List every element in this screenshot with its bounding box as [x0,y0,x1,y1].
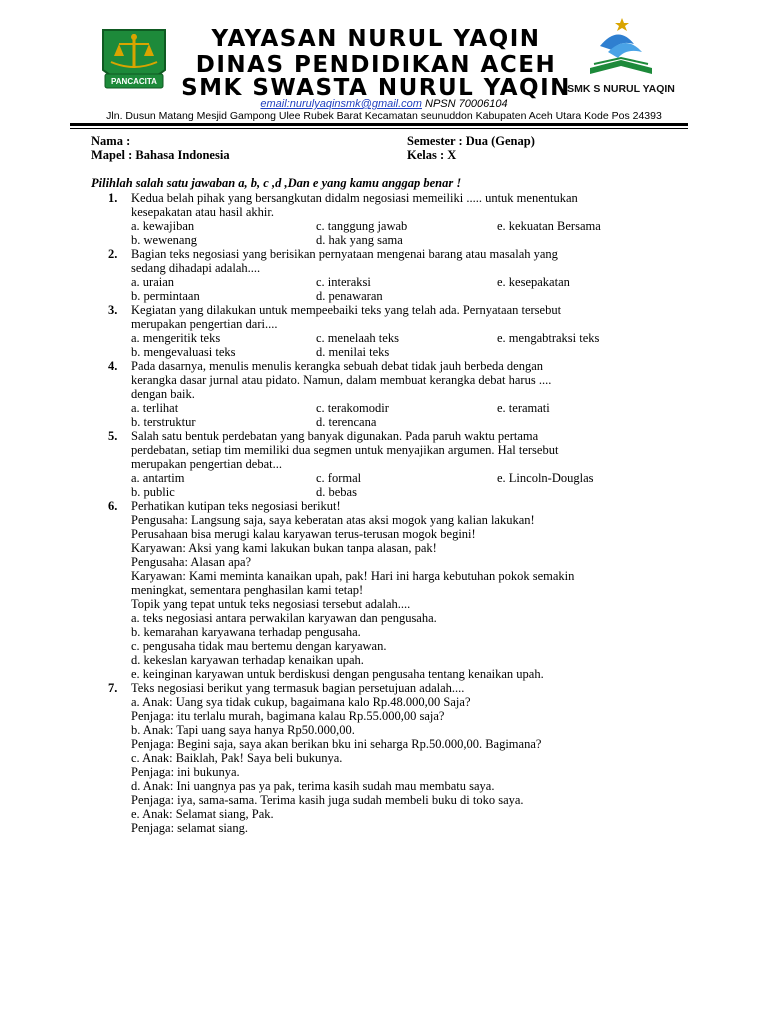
instruction-text: Pilihlah salah satu jawaban a, b, c ,d ,Dan e yang kamu anggap benar ! [91,176,462,190]
answer-option[interactable]: d. kekeslan karyawan terhadap kenaikan upah. [131,653,364,667]
question-stem-line: Bagian teks negosiasi yang berisikan pernyataan mengenai barang atau masalah yang [131,247,558,261]
answer-option[interactable]: c. formal [316,471,362,485]
question-stem-line: dengan baik. [131,387,195,401]
answer-option[interactable]: b. public [131,485,175,499]
answer-option[interactable]: a. Anak: Uang sya tidak cukup, bagaimana kalo Rp.48.000,00 Saja? [131,695,471,709]
question-number: 5. [108,429,118,443]
answer-option[interactable]: a. kewajiban [131,219,195,233]
answer-option[interactable]: c. Anak: Baiklah, Pak! Saya beli bukunya. [131,751,343,765]
answer-option[interactable]: e. kesepakatan [497,275,570,289]
answer-option[interactable]: d. bebas [316,485,357,499]
dialogue-line: Penjaga: Begini saja, saya akan berikan bku ini seharga Rp.50.000,00. Bagimana? [131,737,542,751]
question-number: 2. [108,247,118,261]
question-stem-line: Pada dasarnya, menulis menulis kerangka sebuah debat tidak jauh berbeda dengan [131,359,544,373]
answer-option[interactable]: c. tanggung jawab [316,219,408,233]
question-number: 1. [108,191,118,205]
question-stem-line: Kegiatan yang dilakukan untuk mempeebaiki teks yang telah ada. Pernyataan tersebut [131,303,562,317]
class-label: Kelas : X [407,148,457,162]
email-link[interactable]: email:nurulyaqinsmk@gmail.com [260,98,422,110]
question-number: 4. [108,359,118,373]
answer-option[interactable]: b. Anak: Tapi uang saya hanya Rp50.000,00. [131,723,355,737]
header-school: SMK SWASTA NURUL YAQIN [181,75,571,101]
answer-option[interactable]: a. mengeritik teks [131,331,221,345]
header-divider-thick [70,123,688,126]
answer-option[interactable]: c. terakomodir [316,401,389,415]
answer-option[interactable]: a. antartim [131,471,185,485]
address-line: Jln. Dusun Matang Mesjid Gampong Ulee Rubek Barat Kecamatan seunuddon Kabupaten Aceh Utara Kode Pos 24393 [106,110,662,122]
question-line: Perhatikan kutipan teks negosiasi berikut! [131,499,341,513]
dialogue-line: Penjaga: ini bukunya. [131,765,240,779]
question-stem-line: sedang dihadapi adalah.... [131,261,261,275]
name-field-label: Nama : [91,134,131,148]
question-stem-line: merupakan pengertian debat... [131,457,282,471]
answer-option[interactable]: c. pengusaha tidak mau bertemu dengan karyawan. [131,639,387,653]
header-divider-thin [70,128,688,129]
answer-option[interactable]: c. interaksi [316,275,371,289]
subject-label: Mapel : Bahasa Indonesia [91,148,230,162]
dialogue-line: Karyawan: Aksi yang kami lakukan bukan tanpa alasan, pak! [131,541,437,555]
answer-option[interactable]: e. Lincoln-Douglas [497,471,594,485]
answer-option[interactable]: e. teramati [497,401,550,415]
answer-option[interactable]: e. mengabtraksi teks [497,331,600,345]
question-stem-line: Kedua belah pihak yang bersangkutan didalm negosiasi memeiliki ..... untuk menentukan [131,191,578,205]
answer-option[interactable]: e. keinginan karyawan untuk berdiskusi dengan pengusaha tentang kenaikan upah. [131,667,544,681]
answer-option[interactable]: d. penawaran [316,289,383,303]
question-number: 3. [108,303,118,317]
dialogue-line: Pengusaha: Langsung saja, saya keberatan atas aksi mogok yang kalian lakukan! [131,513,535,527]
answer-option[interactable]: a. uraian [131,275,175,289]
dialogue-line: Pengusaha: Alasan apa? [131,555,252,569]
question-stem-line: Salah satu bentuk perdebatan yang banyak digunakan. Pada paruh waktu pertama [131,429,539,443]
semester-label: Semester : Dua (Genap) [407,134,535,148]
answer-option[interactable]: b. terstruktur [131,415,196,429]
answer-option[interactable]: b. wewenang [131,233,197,247]
dialogue-line: Perusahaan bisa merugi kalau karyawan terus-terusan mogok begini! [131,527,476,541]
question-number: 7. [108,681,118,695]
pancacita-text: PANCACITA [111,77,157,86]
answer-option[interactable]: b. mengevaluasi teks [131,345,236,359]
answer-option[interactable]: d. menilai teks [316,345,390,359]
dialogue-line: Karyawan: Kami meminta kanaikan upah, pak! Hari ini harga kebutuhan pokok semakin [131,569,575,583]
answer-option[interactable]: e. kekuatan Bersama [497,219,601,233]
question-stem-line: kerangka dasar jurnal atau pidato. Namun, dalam membuat kerangka debat harus .... [131,373,552,387]
question-line: Topik yang tepat untuk teks negosiasi tersebut adalah.... [131,597,411,611]
question-number: 6. [108,499,118,513]
header-department: DINAS PENDIDIKAN ACEH [195,52,557,78]
answer-option[interactable]: e. Anak: Selamat siang, Pak. [131,807,274,821]
answer-option[interactable]: b. kemarahan karyawana terhadap pengusaha. [131,625,361,639]
answer-option[interactable]: b. permintaan [131,289,200,303]
question-stem-line: merupakan pengertian dari.... [131,317,278,331]
question-stem-line: perdebatan, setiap tim memiliki dua segmen untuk menyajikan argumen. Hal tersebut [131,443,559,457]
answer-option[interactable]: d. terencana [316,415,377,429]
answer-option[interactable]: a. terlihat [131,401,179,415]
dialogue-line: Penjaga: iya, sama-sama. Terima kasih juga sudah membeli buku di toko saya. [131,793,524,807]
dialogue-line: Penjaga: selamat siang. [131,821,248,835]
answer-option[interactable]: d. hak yang sama [316,233,403,247]
npsn-text: NPSN 70006104 [425,98,508,110]
answer-option[interactable]: a. teks negosiasi antara perwakilan karyawan dan pengusaha. [131,611,437,625]
question-stem-line: kesepakatan atau hasil akhir. [131,205,274,219]
answer-option[interactable]: c. menelaah teks [316,331,399,345]
dialogue-line: Penjaga: itu terlalu murah, bagimana kalau Rp.55.000,00 saja? [131,709,445,723]
dialogue-line: meningkat, sementara penghasilan kami tetap! [131,583,364,597]
answer-option[interactable]: d. Anak: Ini uangnya pas ya pak, terima kasih sudah mau membatu saya. [131,779,495,793]
email-npsn-line [0,98,768,110]
right-logo-text: SMK S NURUL YAQIN [567,83,675,95]
question-line: Teks negosiasi berikut yang termasuk bagian persetujuan adalah.... [131,681,465,695]
header-foundation: YAYASAN NURUL YAQIN [211,26,541,52]
